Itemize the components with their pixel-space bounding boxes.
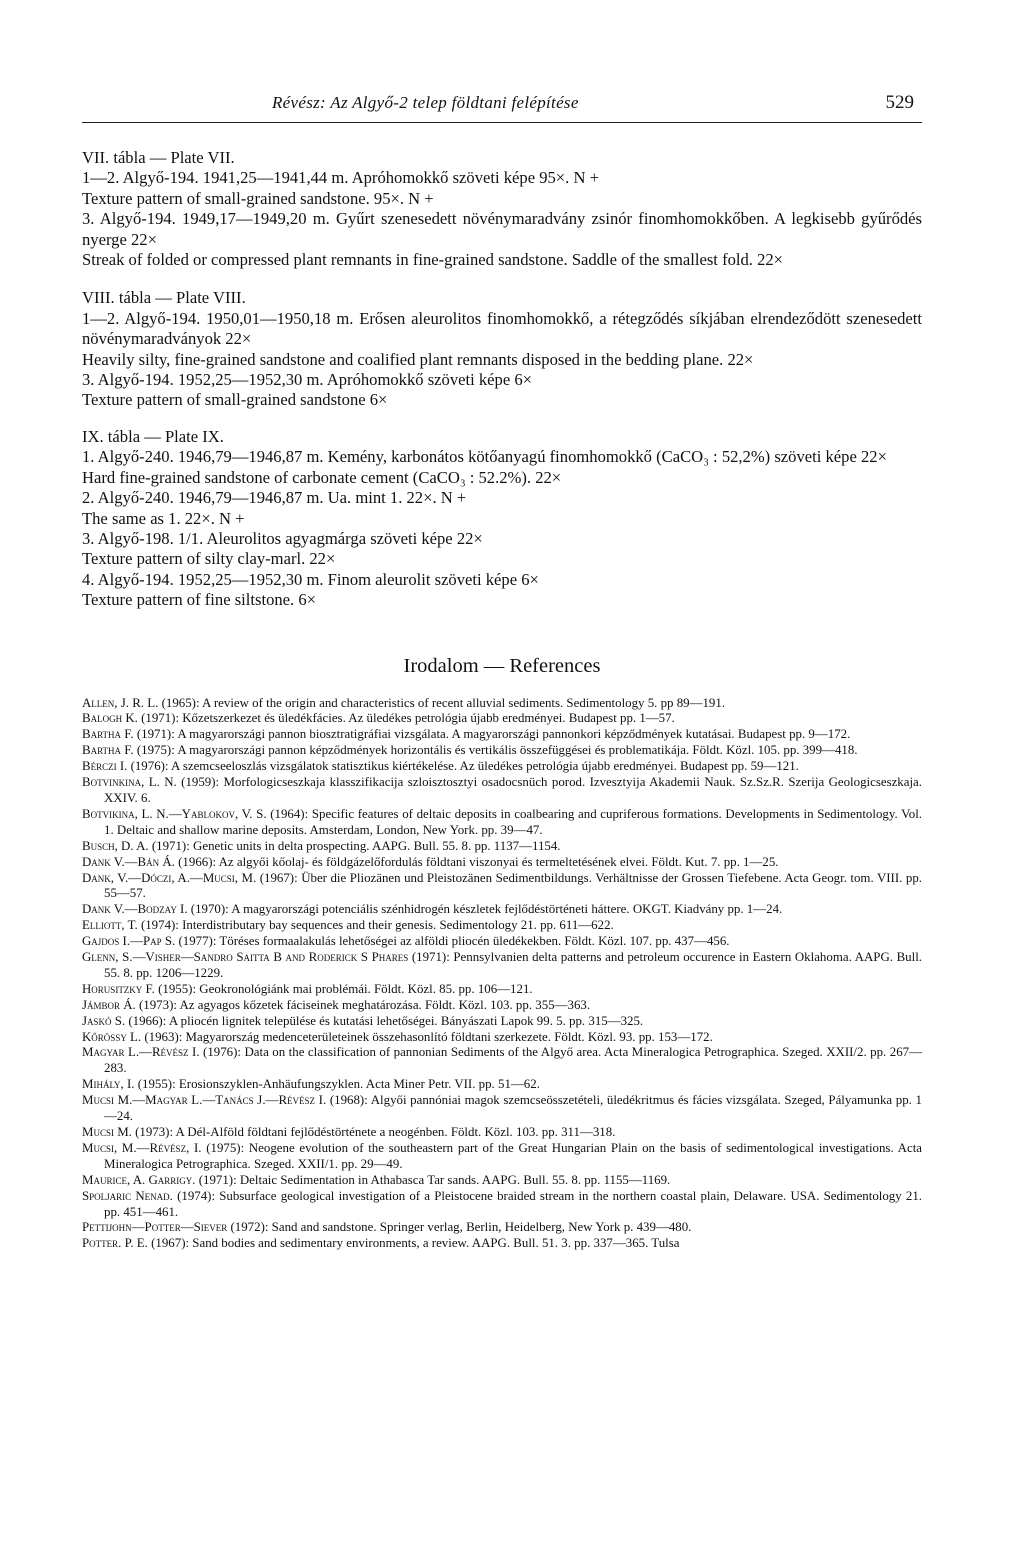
reference-text: (1971): Deltaic Sedimentation in Athabasca Tar sands. AAPG. Bull. 55. 8. pp. 1155—1169. xyxy=(195,1172,671,1187)
reference-author: Allen, J. R. L. xyxy=(82,695,159,710)
reference-text: (1966): Az algyői kőolaj- és földgázelőfordulás földtani viszonyai és termeltetésének elvei. Földt. Kut. 7. pp. 1—25. xyxy=(174,854,779,869)
reference-entry xyxy=(82,998,922,1014)
reference-text: (1967): Über die Pliozänen und Pleistozänen Sedimentbildungs. Verhältnisse der Grossen Tiefebene. Acta Geogr. tom. VIII. pp. 55—57. xyxy=(104,870,922,901)
reference-text: (1967): Sand bodies and sedimentary environments, a review. AAPG. Bull. 51. 3. pp. 337—365. Tulsa xyxy=(147,1236,680,1251)
reference-entry xyxy=(82,1236,922,1252)
caption-line: 3. Algyő-194. 1949,17—1949,20 m. Gyűrt szenesedett növénymaradvány zsinór finomhomokkőben. A legkisebb gyűrődés nyerge 22× xyxy=(82,209,922,249)
reference-text: (1977): Töréses formaalakulás lehetőségei az alföldi pliocén üledékekben. Földt. Közl. 107. pp. 437—456. xyxy=(175,934,730,949)
page xyxy=(82,92,922,1252)
reference-entry xyxy=(82,807,922,839)
reference-author: Jámbor Á. xyxy=(82,997,136,1012)
reference-entry xyxy=(82,1125,922,1141)
reference-text: (1959): Morfologicseszkaja klasszifikacija szloisztosztyi osadocsnüch porod. Izvesztyija Akademii Nauk. Sz.Sz.R. Szerija Geologicseszkaja. XXIV. 6. xyxy=(104,775,922,805)
reference-text: (1975): A magyarországi pannon képződmények horizontális és vertikális összefüggései és problematikája. Földt. Közl. 105. pp. 399—418. xyxy=(133,743,858,758)
reference-text: (1972): Sand and sandstone. Springer verlag, Berlin, Heidelberg, New York p. 439—480. xyxy=(227,1220,692,1235)
plate-heading: VIII. tábla — Plate VIII. xyxy=(82,288,246,308)
reference-entry xyxy=(82,711,922,727)
reference-text: (1965): A review of the origin and characteristics of recent alluvial sediments. Sedimentology 5. pp 89—191. xyxy=(158,695,726,710)
caption-line: The same as 1. 22×. N + xyxy=(82,508,245,528)
caption-line: Hard fine-grained sandstone of carbonate cement (CaCO₃ : 52.2%). 22× xyxy=(82,467,562,487)
caption-line: 3. Algyő-194. 1952,25—1952,30 m. Apróhomokkő szöveti képe 6× xyxy=(82,370,532,390)
reference-author: Busch, D. A. xyxy=(82,838,149,853)
reference-author: Botvinkina, L. N. xyxy=(82,775,177,790)
reference-entry xyxy=(82,982,922,998)
reference-entry xyxy=(82,918,922,934)
caption-line: 1—2. Algyő-194. 1950,01—1950,18 m. Erősen aleurolitos finomhomokkő, a rétegződés síkjában elrendeződött szenesedett növénymaradványok 22× xyxy=(82,308,922,349)
reference-entry xyxy=(82,902,922,918)
plate-heading: IX. tábla — Plate IX. xyxy=(82,426,224,446)
reference-author: Maurice, A. Garrigy. xyxy=(82,1172,196,1187)
reference-entry xyxy=(82,759,922,775)
reference-entry xyxy=(82,855,922,871)
reference-text: (1955): Geokronológiánk mai problémái. Földt. Közl. 85. pp. 106—121. xyxy=(154,981,533,996)
caption-line: 4. Algyő-194. 1952,25—1952,30 m. Finom aleurolit szöveti képe 6× xyxy=(82,569,539,589)
reference-author: Dank V.—Bodzay I. xyxy=(82,902,188,917)
reference-author: Horusitzky F. xyxy=(82,981,155,996)
reference-text: (1975): Neogene evolution of the southeastern part of the Great Hungarian Plain on the basis of sedimentological investigations. Acta Mineralogica Petrographica. Szeged. XXII/1. pp. 29—49. xyxy=(104,1140,922,1171)
reference-text: (1974): Subsurface geological investigation of a Pleistocene braided stream in the northern coastal plain, Delaware. USA. Sedimentology 21. pp. 451—461. xyxy=(104,1188,923,1219)
reference-author: Glenn, S.—Visher—Sandro Saitta B and Roderick S Phares xyxy=(82,950,409,965)
reference-entry xyxy=(82,1093,922,1125)
reference-author: Pettijohn—Potter—Siever xyxy=(82,1220,228,1235)
reference-text: (1970): A magyarországi potenciális szénhidrogén készletek fejlődéstörténeti háttere. OKGT. Kiadvány pp. 1—24. xyxy=(187,902,783,917)
caption-line: 1—2. Algyő-194. 1941,25—1941,44 m. Apróhomokkő szöveti képe 95×. N + xyxy=(82,168,599,188)
reference-entry xyxy=(82,871,922,903)
reference-author: Botvikina, L. N.—Yablokov, V. S. xyxy=(82,806,267,821)
reference-list xyxy=(82,696,922,1253)
references-heading: Irodalom — References xyxy=(403,654,601,677)
reference-entry xyxy=(82,775,922,807)
caption-line: Heavily silty, fine-grained sandstone and coalified plant remnants disposed in the bedding plane. 22× xyxy=(82,349,754,369)
reference-author: Gajdos I.—Pap S. xyxy=(82,934,176,949)
reference-entry xyxy=(82,727,922,743)
reference-text: (1973): Az agyagos kőzetek fáciseinek meghatározása. Földt. Közl. 103. pp. 355—363. xyxy=(135,997,591,1012)
reference-entry xyxy=(82,1173,922,1189)
reference-entry xyxy=(82,1014,922,1030)
reference-text: (1971): Kőzetszerkezet és üledékfácies. Az üledékes petrológia újabb eredményei. Budapest pp. 1—57. xyxy=(137,711,675,726)
reference-entry xyxy=(82,1045,922,1077)
caption-line: 3. Algyő-198. 1/1. Aleurolitos agyagmárga szöveti képe 22× xyxy=(82,528,483,548)
caption-line: Texture pattern of fine siltstone. 6× xyxy=(82,590,316,610)
running-title: Révész: Az Algyő-2 telep földtani felépítése xyxy=(272,93,579,112)
reference-text: (1974): Interdistributary bay sequences and their genesis. Sedimentology 21. pp. 611—622. xyxy=(137,918,614,933)
reference-author: Bartha F. xyxy=(82,727,134,742)
reference-entry xyxy=(82,1189,922,1221)
reference-author: Mucsi, M.—Révész, I. xyxy=(82,1140,202,1155)
reference-text: (1966): A pliocén lignitek települése és kutatási lehetőségei. Bányászati Lapok 99. 5. pp. 315—325. xyxy=(125,1013,644,1028)
reference-entry xyxy=(82,1030,922,1046)
reference-entry xyxy=(82,839,922,855)
caption-line: Texture pattern of small-grained sandstone 6× xyxy=(82,390,388,410)
reference-author: Balogh K. xyxy=(82,711,138,726)
reference-text: (1963): Magyarország medenceterületeinek összehasonlító földtani szerkezete. Földt. Közl. 93. pp. 153—172. xyxy=(141,1029,713,1044)
reference-text: (1971): Genetic units in delta prospecting. AAPG. Bull. 55. 8. pp. 1137—1154. xyxy=(148,838,561,853)
plate-captions xyxy=(82,148,922,611)
reference-author: Elliott, T. xyxy=(82,918,138,933)
reference-author: Magyar L.—Révész I. xyxy=(82,1045,200,1060)
plate-heading: VII. tábla — Plate VII. xyxy=(82,148,235,167)
reference-text: (1955): Erosionszyklen-Anhäufungszyklen. Acta Miner Petr. VII. pp. 51—62. xyxy=(134,1077,540,1092)
reference-author: Mucsi M. xyxy=(82,1125,132,1139)
reference-author: Mucsi M.—Magyar L.—Tanács J.—Révész I. xyxy=(82,1093,327,1108)
reference-author: Kőrössy L. xyxy=(82,1029,142,1044)
reference-text: (1973): A Dél-Alföld földtani fejlődéstörténete a neogénben. Földt. Közl. 103. pp. 311—318. xyxy=(131,1125,616,1139)
caption-line: 1. Algyő-240. 1946,79—1946,87 m. Kemény, karbonátos kötőanyagú finomhomokkő (CaCO₃ : 52,2%) szöveti képe 22× xyxy=(82,447,887,467)
caption-line: Texture pattern of small-grained sandstone. 95×. N + xyxy=(82,188,434,208)
reference-author: Dank, V.—Dóczi, A.—Mucsi, M. xyxy=(82,870,257,885)
reference-text: (1964): Specific features of deltaic deposits in coalbearing and cupriferous formations. Developments in Sedimentology. Vol. 1. Deltaic and shallow marine deposits. Amsterdam, London, New York. pp. 39—47. xyxy=(104,806,922,837)
running-header xyxy=(82,92,922,123)
reference-text: (1971): Pennsylvanien delta patterns and petroleum occurence in Eastern Oklahoma. AAPG. Bull. 55. 8. pp. 1206—1229. xyxy=(104,950,922,980)
reference-author: Bérczi I. xyxy=(82,759,128,774)
reference-entry xyxy=(82,696,922,712)
reference-entry xyxy=(82,950,922,982)
reference-text: (1976): Data on the classification of pannonian Sediments of the Algyő area. Acta Mineralogica Petrographica. Szeged. XXII/2. pp. 267—283. xyxy=(104,1045,922,1076)
reference-author: Potter. P. E. xyxy=(82,1236,148,1251)
reference-author: Mihály, I. xyxy=(82,1077,135,1092)
reference-entry xyxy=(82,1141,922,1173)
page-number: 529 xyxy=(885,92,914,113)
caption-line: Streak of folded or compressed plant remnants in fine-grained sandstone. Saddle of the smallest fold. 22× xyxy=(82,250,784,270)
reference-entry xyxy=(82,1077,922,1093)
reference-text: (1968): Algyői pannóniai magok szemcseösszetételi, üledékritmus és fácies vizsgálata. Szeged, Pályamunka pp. 1—24. xyxy=(104,1093,922,1124)
reference-author: Bartha F. xyxy=(82,743,134,758)
reference-author: Jaskó S. xyxy=(82,1013,126,1028)
reference-author: Spoljaric Nenad. xyxy=(82,1188,173,1203)
reference-entry xyxy=(82,934,922,950)
reference-text: (1971): A magyarországi pannon biosztratigráfiai vizsgálata. A magyarországi pannonkori képződmények kutatásai. Budapest pp. 9—172. xyxy=(133,727,851,742)
caption-line: Texture pattern of silty clay-marl. 22× xyxy=(82,549,336,569)
reference-author: Dank V.—Bán Á. xyxy=(82,854,175,869)
caption-line: 2. Algyő-240. 1946,79—1946,87 m. Ua. mint 1. 22×. N + xyxy=(82,488,467,508)
reference-entry xyxy=(82,743,922,759)
reference-entry xyxy=(82,1220,922,1236)
reference-text: (1976): A szemcseeloszlás vizsgálatok statisztikus kiértékelése. Az üledékes petrológia újabb eredményei. Budapest pp. 59—121. xyxy=(127,759,799,774)
